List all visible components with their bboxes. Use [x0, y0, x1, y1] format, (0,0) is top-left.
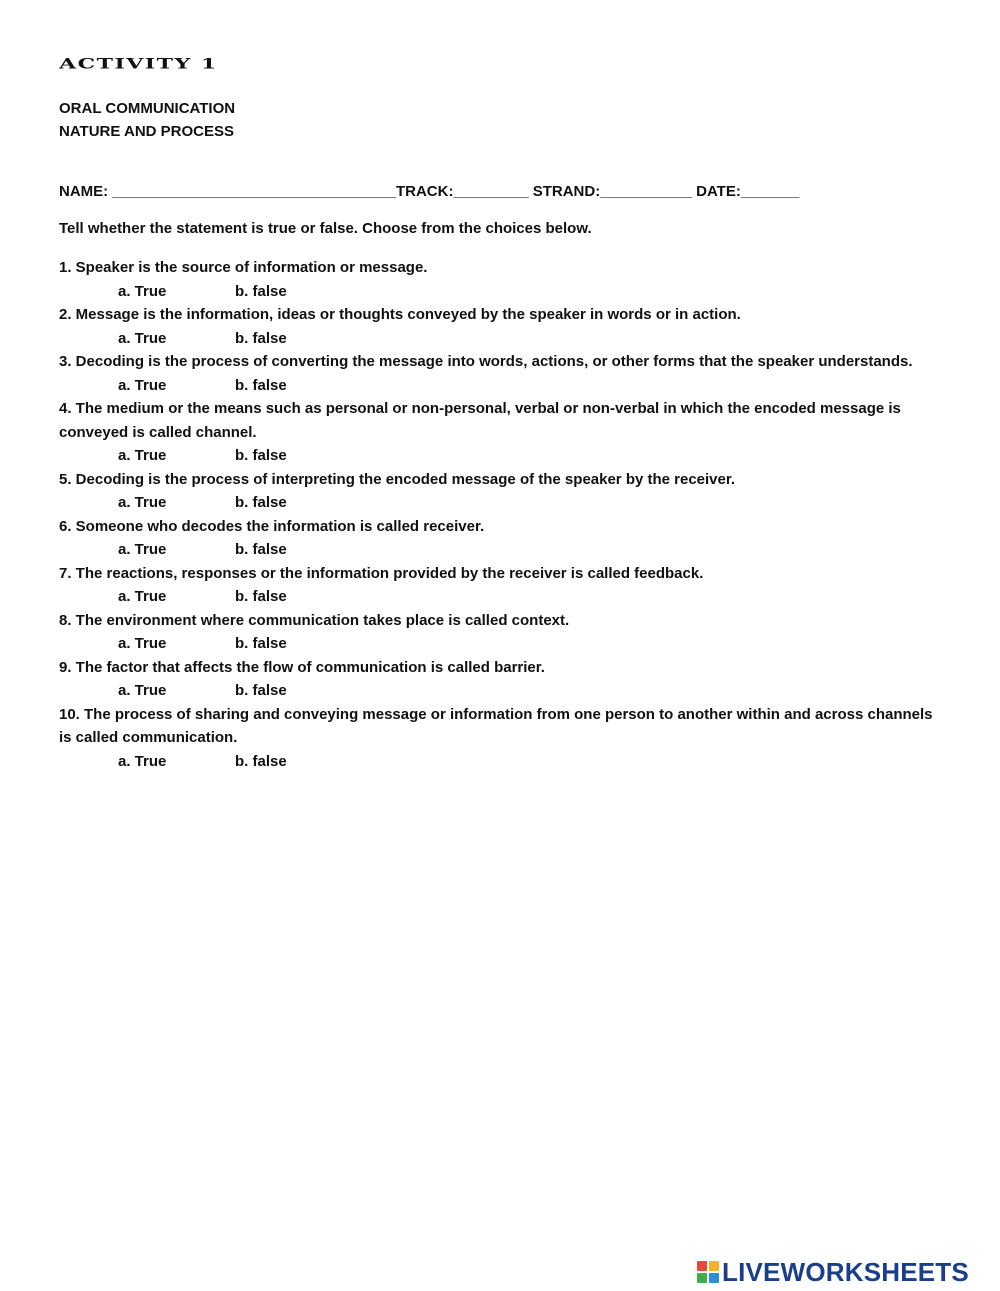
choice-row	[59, 585, 939, 609]
choice-row	[59, 679, 939, 703]
choice-false[interactable]: b. false	[235, 494, 287, 511]
question-text: 10. The process of sharing and conveying message or information from one person to another within and across channels is called communication.	[59, 705, 933, 746]
question-item	[59, 350, 939, 397]
choice-true[interactable]: a. True	[118, 329, 167, 347]
choice-false[interactable]: b. false	[235, 588, 287, 605]
choice-true[interactable]: a. True	[118, 682, 167, 699]
choice-row	[59, 374, 939, 398]
question-list	[59, 256, 939, 773]
choice-true[interactable]: a. True	[118, 635, 167, 652]
choice-true[interactable]: a. True	[118, 282, 167, 300]
choice-false[interactable]: b. false	[235, 447, 287, 464]
question-text: 6. Someone who decodes the information is called receiver.	[59, 517, 485, 535]
subject-heading: ORAL COMMUNICATION	[59, 100, 236, 117]
choice-true[interactable]: a. True	[118, 376, 167, 394]
choice-row	[59, 491, 939, 515]
choice-false[interactable]: b. false	[235, 682, 287, 699]
choice-true[interactable]: a. True	[118, 494, 167, 511]
logo-blocks-icon	[697, 1261, 719, 1283]
choice-false[interactable]: b. false	[235, 752, 287, 770]
question-text: 3. Decoding is the process of converting the message into words, actions, or other forms that the speaker understands.	[59, 353, 913, 370]
logo-block-yellow	[709, 1261, 719, 1271]
question-item	[59, 515, 939, 562]
choice-row	[59, 327, 939, 351]
question-text: 2. Message is the information, ideas or thoughts conveyed by the speaker in words or in action.	[59, 306, 741, 323]
logo-block-blue	[709, 1273, 719, 1283]
logo-text: LIVEWORKSHEETS	[722, 1257, 969, 1287]
question-text: 4. The medium or the means such as personal or non-personal, verbal or non-verbal in which the encoded message is conveyed is called channel.	[59, 400, 901, 441]
choice-false[interactable]: b. false	[235, 376, 287, 394]
choice-row	[59, 444, 939, 468]
question-item	[59, 703, 939, 774]
choice-false[interactable]: b. false	[235, 282, 287, 300]
choice-row	[59, 750, 939, 774]
question-item	[59, 468, 939, 515]
choice-true[interactable]: a. True	[118, 752, 167, 770]
question-item	[59, 256, 939, 303]
question-item	[59, 397, 939, 468]
question-text: 9. The factor that affects the flow of communication is called barrier.	[59, 658, 545, 676]
question-text: 5. Decoding is the process of interpreting the encoded message of the speaker by the receiver.	[59, 470, 736, 488]
choice-true[interactable]: a. True	[118, 588, 167, 605]
liveworksheets-logo	[697, 1258, 969, 1286]
activity-title: ACTIVITY 1	[59, 56, 218, 73]
question-item	[59, 609, 939, 656]
question-text: 7. The reactions, responses or the information provided by the receiver is called feedback.	[59, 564, 704, 582]
choice-row	[59, 280, 939, 304]
question-item	[59, 656, 939, 703]
student-info-line: NAME: __________________________________TRACK:_________ STRAND:___________ DATE:_______	[59, 183, 800, 200]
question-text: 1. Speaker is the source of information or message.	[59, 259, 428, 276]
choice-false[interactable]: b. false	[235, 541, 287, 558]
question-item	[59, 562, 939, 609]
choice-false[interactable]: b. false	[235, 329, 287, 347]
logo-block-red	[697, 1261, 707, 1271]
logo-block-green	[697, 1273, 707, 1283]
instructions: Tell whether the statement is true or false. Choose from the choices below.	[59, 220, 592, 237]
choice-true[interactable]: a. True	[118, 447, 167, 464]
topic-heading: NATURE AND PROCESS	[59, 123, 235, 140]
question-text: 8. The environment where communication takes place is called context.	[59, 611, 570, 629]
choice-row	[59, 632, 939, 656]
question-item	[59, 303, 939, 350]
choice-true[interactable]: a. True	[118, 541, 167, 558]
choice-row	[59, 538, 939, 562]
choice-false[interactable]: b. false	[235, 635, 287, 652]
